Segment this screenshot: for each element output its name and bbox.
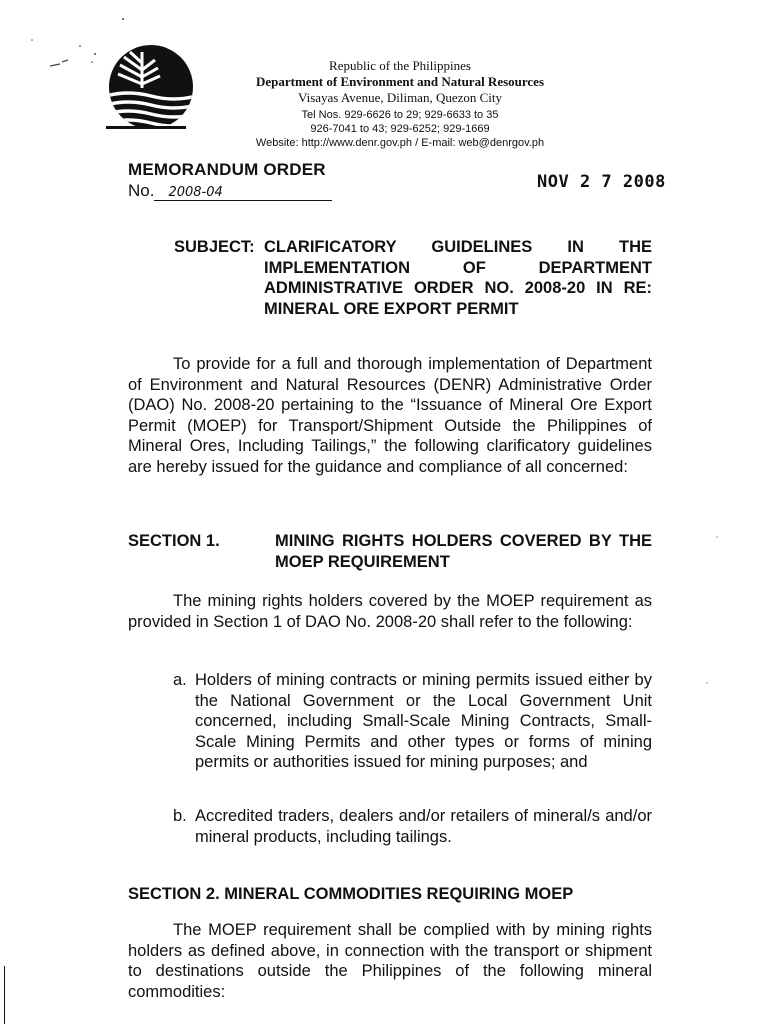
telephone-line-1: Tel Nos. 929-6626 to 29; 929-6633 to 35 bbox=[301, 109, 499, 121]
section-1-number: SECTION 1. bbox=[128, 532, 220, 550]
subject-text: CLARIFICATORY GUIDELINES IN THE IMPLEMENTATION OF DEPARTMENT ADMINISTRATIVE ORDER NO. 2008-20 IN RE: MINERAL ORE EXPORT PERMIT bbox=[264, 238, 652, 318]
memo-number-label: No. bbox=[128, 181, 155, 200]
scan-margin-line bbox=[4, 966, 5, 1024]
list-item-text: Holders of mining contracts or mining permits issued either by the National Government or the Local Government Unit concerned, including Small-Scale Mining Contracts, Small-Scale Mining Permits and other types or forms of mining permits or authorities issued for mining purposes; and bbox=[195, 671, 652, 771]
section-2-title: SECTION 2. MINERAL COMMODITIES REQUIRING MOEP bbox=[128, 885, 574, 903]
republic-line: Republic of the Philippines bbox=[329, 58, 471, 73]
list-item-marker: a. bbox=[173, 671, 187, 689]
denr-logo-icon bbox=[106, 44, 196, 130]
date-stamp: NOV 2 7 2008 bbox=[537, 172, 666, 192]
intro-paragraph: To provide for a full and thorough implementation of Department of Environment and Natural Resources (DENR) Administrative Order (DAO) No. 2008-20 pertaining to the “Issuance of Mineral Ore Export Permit (MOEP) for Transport/Shipment Outside the Philippines of Mineral Ores, Including Tailings,” the following clarificatory guidelines are hereby issued for the guidance and compliance of all concerned: bbox=[128, 355, 652, 476]
list-item-text: Accredited traders, dealers and/or retailers of mineral/s and/or mineral products, including tailings. bbox=[195, 807, 652, 846]
section-1-title: MINING RIGHTS HOLDERS COVERED BY THE MOEP REQUIREMENT bbox=[275, 532, 652, 571]
section-1-body: The mining rights holders covered by the MOEP requirement as provided in Section 1 of DAO No. 2008-20 shall refer to the following: bbox=[128, 592, 652, 631]
section-2-heading bbox=[128, 884, 652, 905]
address-line: Visayas Avenue, Diliman, Quezon City bbox=[297, 90, 503, 105]
list-item bbox=[173, 806, 652, 847]
scan-speck bbox=[706, 682, 708, 684]
scan-speck bbox=[716, 536, 718, 538]
subject-label: SUBJECT: bbox=[174, 238, 255, 256]
memorandum-order-title: MEMORANDUM ORDER bbox=[128, 160, 326, 179]
memo-number-line bbox=[154, 184, 332, 201]
website-line: Website: http://www.denr.gov.ph / E-mail: web@denrgov.ph bbox=[255, 137, 545, 149]
memo-number-value: 2008-04 bbox=[168, 185, 223, 200]
section-1-heading bbox=[128, 531, 652, 572]
list-item bbox=[173, 670, 652, 773]
subject-block bbox=[174, 237, 652, 319]
section-2-body: The MOEP requirement shall be complied with by mining rights holders as defined above, in connection with the transport or shipment to destinations outside the Philippines of the following mineral commodities: bbox=[128, 921, 652, 1001]
department-line: Department of Environment and Natural Resources bbox=[255, 74, 545, 89]
list-item-marker: b. bbox=[173, 807, 187, 825]
memo-number bbox=[128, 181, 332, 201]
telephone-line-2: 926-7041 to 43; 929-6252; 929-1669 bbox=[310, 123, 490, 135]
letterhead bbox=[210, 58, 590, 150]
